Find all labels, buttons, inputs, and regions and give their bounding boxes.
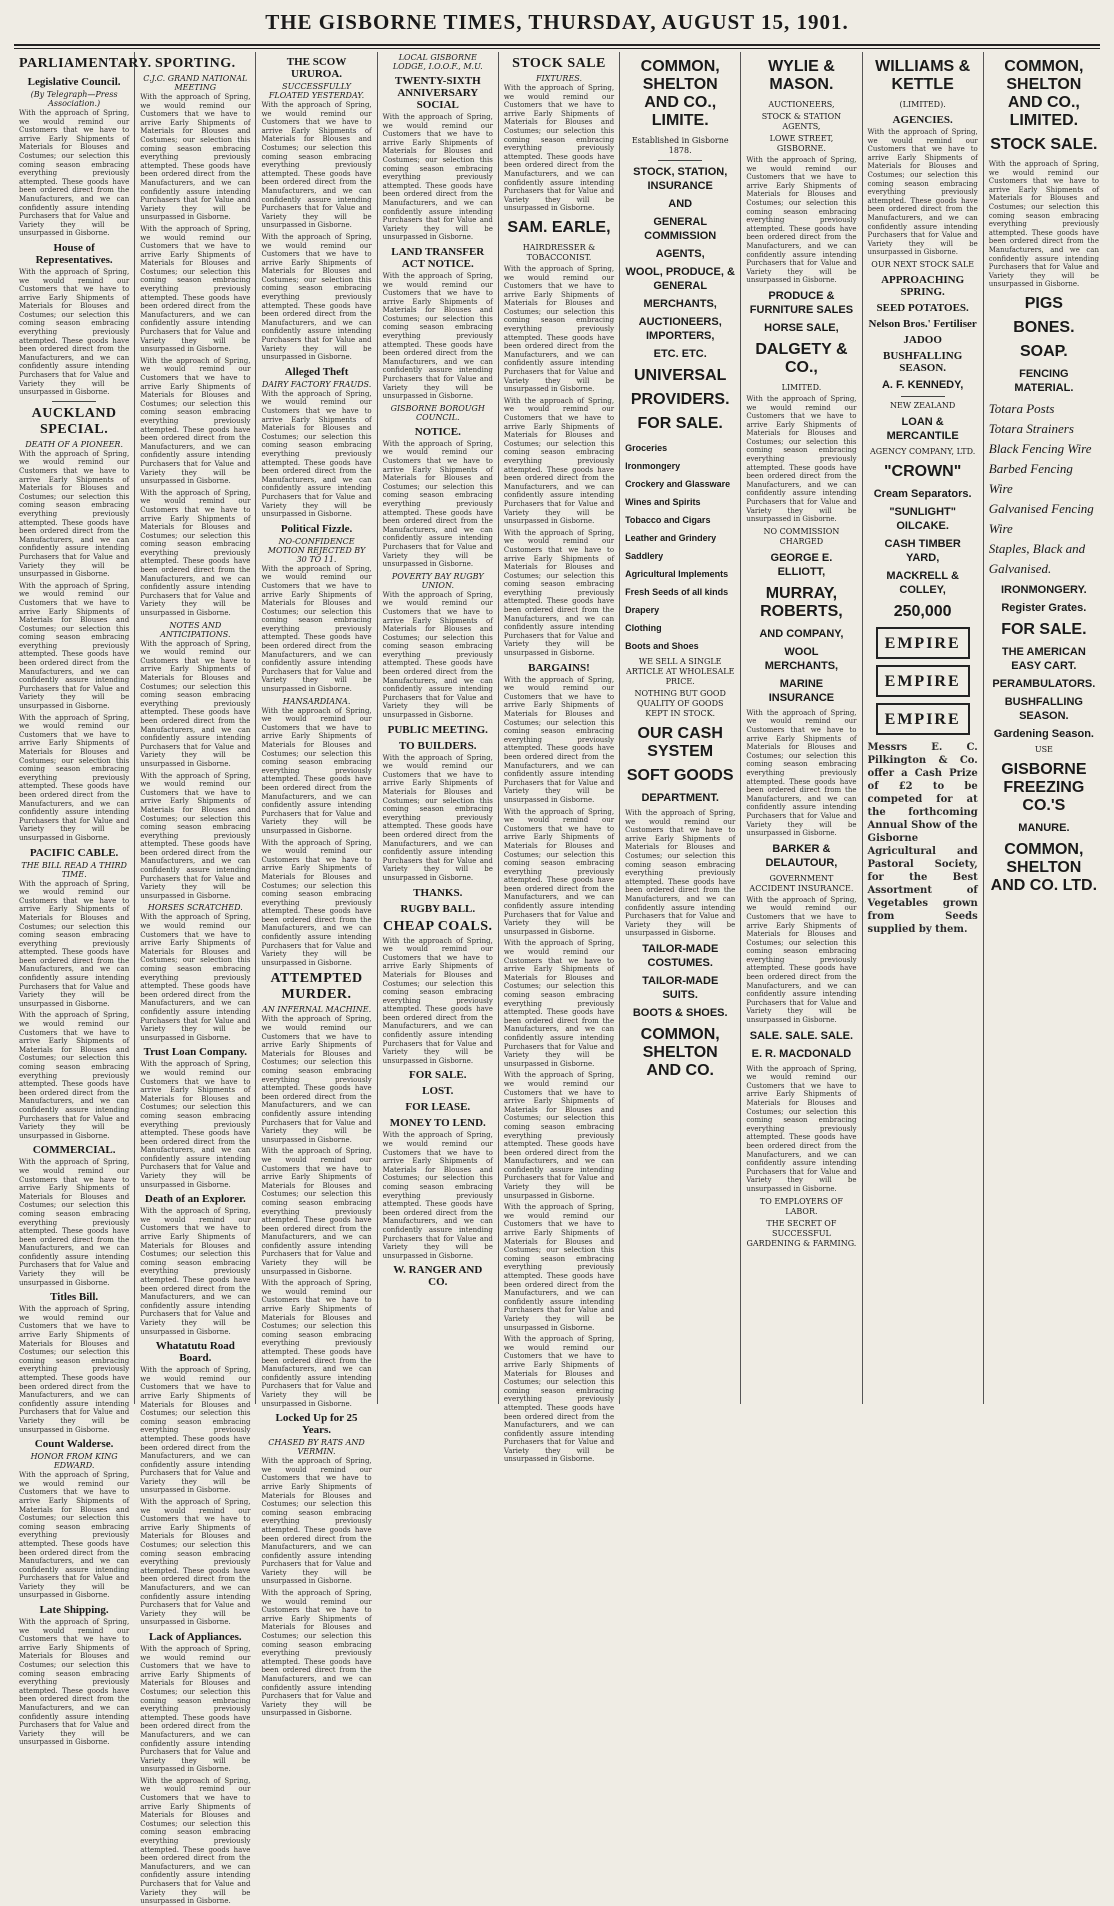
article-text: With the approach of Spring, we would remind our Customers that we have to arrive Early Shipments of Materials for Blouses and Costumes; our selection this coming season embracing everything previously attempted. These goods have been ordered direct from the Manufacturers, and we can confidently assure intending Purchasers that for Value and Variety they will be unsurpassed in Gisborne. [261, 1147, 372, 1276]
notice-text: With the approach of Spring, we would remind our Customers that we have to arrive Early Shipments of Materials for Blouses and Costumes; our selection this coming season embracing everything previously attempted. These goods have been ordered direct from the Manufacturers, and we can confidently assure intending Purchasers that for Value and Variety they will be unsurpassed in Gisborne. [503, 528, 615, 658]
notice-text: With the approach of Spring, we would remind our Customers that we have to arrive Early Shipments of Materials for Blouses and Costumes; our selection this coming season embracing everything previously attempted. These goods have been ordered direct from the Manufacturers, and we can confidently assure intending Purchasers that for Value and Variety they will be unsurpassed in Gisborne. [503, 1335, 615, 1464]
article-text: With the approach of Spring, we would remind our Customers that we have to arrive Early Shipments of Materials for Blouses and Costumes; our selection this coming season embracing everything previously attempted. These goods have been ordered direct from the Manufacturers, and we can confidently assure intending Purchasers that for Value and Variety they will be unsurpassed in Gisborne. [140, 488, 251, 618]
article-text: With the approach of Spring, we would remind our Customers that we have to arrive Early Shipments of Materials for Blouses and Costumes; our selection this coming season embracing everything previously attempted. These goods have been ordered direct from the Manufacturers, and we can confidently assure intending Purchasers that for Value and Variety they will be unsurpassed in Gisborne. [140, 356, 251, 486]
notice-text: With the approach of Spring, we would remind our Customers that we have to arrive Early Shipments of Materials for Blouses and Costumes; our selection this coming season embracing everything previously attempted. These goods have been ordered direct from the Manufacturers, and we can confidently assure intending Purchasers that for Value and Variety they will be unsurpassed in Gisborne. [382, 753, 493, 882]
ad-agency: AGENCY COMPANY, LTD. [870, 446, 976, 456]
column-parliamentary [14, 52, 152, 1747]
ad-seeds: SEED POTATOES. [876, 301, 969, 314]
heading-council: GISBORNE BOROUGH COUNCIL. [390, 403, 485, 422]
ad-line: AUCTIONEERS, IMPORTERS, [638, 316, 722, 342]
subheading-scratched: HORSES SCRATCHED. [147, 903, 243, 913]
ad-commission: NO COMMISSION CHARGED [763, 526, 840, 546]
empire-label: EMPIRE [884, 710, 961, 728]
ad-text: With the approach of Spring, we would remind our Customers that we have to arrive Early Shipments of Materials for Blouses and Costumes; our selection this coming season embracing everything previously attempted. These goods have been ordered direct from the Manufacturers, and we can confidently assure intending Purchasers that for Value and Variety they will be unsurpassed in Gisborne. [625, 809, 736, 938]
ad-line: MERCHANTS, [643, 298, 717, 310]
ad-footer: COMMON, SHELTON AND CO. [640, 1025, 720, 1079]
subheading-scow: SUCCESSFULLY FLOATED YESTERDAY. [268, 82, 365, 100]
ad-secret: THE SECRET OF SUCCESSFUL GARDENING & FARMING. [746, 1218, 857, 1248]
notice-text: With the approach of Spring, we would remind our Customers that we have to arrive Early Shipments of Materials for Blouses and Costumes; our selection this coming season embracing everything previously attempted. These goods have been ordered direct from the Manufacturers, and we can confidently assure intending Purchasers that for Value and Variety they will be unsurpassed in Gisborne. [382, 439, 493, 569]
heading-parliamentary: PARLIAMENTARY. [19, 56, 152, 71]
goods-item: Saddlery [625, 551, 664, 561]
notice-text: With the approach of Spring, we would remind our Customers that we have to arrive Early Shipments of Materials for Blouses and Costumes; our selection this coming season embracing everything previously attempted. These goods have been ordered direct from the Manufacturers, and we can confidently assure intending Purchasers that for Value and Variety they will be unsurpassed in Gisborne. [503, 1071, 615, 1200]
article-text: With the approach of Spring, we would remind our Customers that we have to arrive Early Shipments of Materials for Blouses and Costumes; our selection this coming season embracing everything previously attempted. These goods have been ordered direct from the Manufacturers, and we can confidently assure intending Purchasers that for Value and Variety they will be unsurpassed in Gisborne. [19, 1158, 130, 1287]
article-text: With the approach of Spring, we would remind our Customers that we have to arrive Early Shipments of Materials for Blouses and Costumes; our selection this coming season embracing everything previously attempted. These goods have been ordered direct from the Manufacturers, and we can confidently assure intending Purchasers that for Value and Variety they will be unsurpassed in Gisborne. [140, 1776, 251, 1906]
ad-employers: TO EMPLOYERS OF LABOR. [759, 1196, 843, 1216]
goods-item: Groceries [625, 443, 668, 453]
ad-text: With the approach of Spring, we would remind our Customers that we have to arrive Early Shipments of Materials for Blouses and Costumes; our selection this coming season embracing everything previously attempted. These goods have been ordered direct from the Manufacturers, and we can confidently assure intending Purchasers that for Value and Variety they will be unsurpassed in Gisborne. [988, 160, 1099, 289]
ad-wholesale: WE SELL A SINGLE ARTICLE AT WHOLESALE PRICE. [625, 657, 735, 686]
heading-legislative: Legislative Council. [27, 76, 121, 88]
column-notices [378, 52, 499, 1404]
ad-bones: BONES. [1013, 318, 1075, 336]
heading-lack: Lack of Appliances. [149, 1630, 242, 1643]
ad-text: With the approach of Spring, we would remind our Customers that we have to arrive Early Shipments of Materials for Blouses and Costumes; our selection this coming season embracing everything previously attempted. These goods have been ordered direct from the Manufacturers, and we can confidently assure intending Purchasers that for Value and Variety they will be unsurpassed in Gisborne. [746, 708, 857, 838]
ad-tailor: TAILOR-MADE COSTUMES. [642, 942, 719, 969]
ad-govt: GOVERNMENT ACCIDENT INSURANCE. [749, 873, 854, 893]
ad-wylie: WYLIE & MASON. [768, 58, 835, 93]
notice-text: With the approach of Spring, we would remind our Customers that we have to arrive Early Shipments of Materials for Blouses and Costumes; our selection this coming season embracing everything previously attempted. These goods have been ordered direct from the Manufacturers, and we can confidently assure intending Purchasers that for Value and Variety they will be unsurpassed in Gisborne. [503, 675, 615, 804]
subheading-earle: HAIRDRESSER & TOBACCONIST. [522, 242, 596, 262]
article-text: With the approach of Spring, we would remind our Customers that we have to arrive Early Shipments of Materials for Blouses and Costumes; our selection this coming season embracing everything previously attempted. These goods have been ordered direct from the Manufacturers, and we can confidently assure intending Purchasers that for Value and Variety they will be unsurpassed in Gisborne. [19, 879, 130, 1008]
column-stocksale [499, 52, 620, 1464]
ad-firm-name: COMMON, SHELTON AND CO., LIMITED. [1004, 58, 1084, 129]
article-text: With the approach of Spring, we would remind our Customers that we have to arrive Early Shipments of Materials for Blouses and Costumes; our selection this coming season embracing everything previously attempted. These goods have been ordered direct from the Manufacturers, and we can confidently assure intending Purchasers that for Value and Variety they will be unsurpassed in Gisborne. [261, 564, 372, 694]
column-wylie-mason [741, 52, 862, 1404]
heading-titles: Titles Bill. [50, 1291, 99, 1304]
subheading-bill: THE BILL READ A THIRD TIME. [21, 860, 127, 879]
heading-pacific: PACIFIC CABLE. [29, 846, 119, 859]
ad-department: DEPARTMENT. [641, 792, 719, 804]
notice-text: With the approach of Spring, we would remind our Customers that we have to arrive Early Shipments of Materials for Blouses and Costumes; our selection this coming season embracing everything previously attempted. These goods have been ordered direct from the Manufacturers, and we can confidently assure intending Purchasers that for Value and Variety they will be unsurpassed in Gisborne. [503, 396, 615, 526]
ad-text: With the approach of Spring, we would remind our Customers that we have to arrive Early Shipments of Materials for Blouses and Costumes; our selection this coming season embracing everything previously attempted. These goods have been ordered direct from the Manufacturers, and we can confidently assure intending Purchasers that for Value and Variety they will be unsurpassed in Gisborne. [867, 128, 978, 257]
article-text: With the approach of Spring, we would remind our Customers that we have to arrive Early Shipments of Materials for Blouses and Costumes; our selection this coming season embracing everything previously attempted. These goods have been ordered direct from the Manufacturers, and we can confidently assure intending Purchasers that for Value and Variety they will be unsurpassed in Gisborne. [140, 1366, 251, 1495]
ad-kennedy: A. F. KENNEDY, [881, 378, 964, 391]
masthead-title: THE GISBORNE TIMES, THURSDAY, AUGUST 15, 1901. [265, 10, 849, 34]
notice-text: With the approach of Spring, we would remind our Customers that we have to arrive Early Shipments of Materials for Blouses and Costumes; our selection this coming season embracing everything previously attempted. These goods have been ordered direct from the Manufacturers, and we can confidently assure intending Purchasers that for Value and Variety they will be unsurpassed in Gisborne. [503, 1203, 615, 1332]
ad-nelson: Nelson Bros.' Fertiliser [868, 317, 977, 330]
article-text: With the approach of Spring, we would remind our Customers that we have to arrive Early Shipments of Materials for Blouses and Costumes; our selection this coming season embracing everything previously attempted. These goods have been ordered direct from the Manufacturers, and we can confidently assure intending Purchasers that for Value and Variety they will be unsurpassed in Gisborne. [261, 1589, 372, 1718]
article-text: With the approach of Spring, we would remind our Customers that we have to arrive Early Shipments of Materials for Blouses and Costumes; our selection this coming season embracing everything previously attempted. These goods have been ordered direct from the Manufacturers, and we can confidently assure intending Purchasers that for Value and Variety they will be unsurpassed in Gisborne. [140, 639, 251, 768]
notice-text: With the approach of Spring, we would remind our Customers that we have to arrive Early Shipments of Materials for Blouses and Costumes; our selection this coming season embracing everything previously attempted. These goods have been ordered direct from the Manufacturers, and we can confidently assure intending Purchasers that for Value and Variety they will be unsurpassed in Gisborne. [503, 84, 615, 213]
columns [14, 52, 1104, 1906]
empire-box [876, 627, 970, 659]
ad-quality: NOTHING BUT GOOD QUALITY OF GOODS KEPT IN STOCK. [634, 689, 726, 718]
heading-rugby: POVERTY BAY RUGBY UNION. [391, 571, 484, 590]
column-sporting [135, 52, 256, 1906]
heading-scow: THE SCOW URUROA. [286, 56, 347, 80]
article-text: With the approach of Spring, we would remind our Customers that we have to arrive Early Shipments of Materials for Blouses and Costumes; our selection this coming season embracing everything previously attempted. These goods have been ordered direct from the Manufacturers, and we can confidently assure intending Purchasers that for Value and Variety they will be unsurpassed in Gisborne. [261, 1279, 372, 1408]
heading-murder: ATTEMPTED MURDER. [270, 971, 363, 1003]
ad-line: ETC. ETC. [653, 348, 707, 360]
divider [658, 160, 702, 161]
ad-forsale: FOR SALE. [1001, 620, 1087, 638]
notice-text: With the approach of Spring, we would remind our Customers that we have to arrive Early Shipments of Materials for Blouses and Costumes; our selection this coming season embracing everything previously attempted. These goods have been ordered direct from the Manufacturers, and we can confidently assure intending Purchasers that for Value and Variety they will be unsurpassed in Gisborne. [503, 264, 615, 394]
ad-bushfalling: BUSHFALLING SEASON. [883, 349, 963, 374]
ad-sale: SALE. SALE. SALE. [749, 1029, 854, 1042]
subheading-machine: AN INFERNAL MACHINE. [261, 1005, 372, 1015]
heading-thanks: THANKS. [413, 886, 463, 899]
ad-sunlight: "SUNLIGHT" OILCAKE. [889, 505, 956, 532]
ad-cash-timber: CASH TIMBER YARD, [884, 537, 961, 564]
ad-line: AND [668, 198, 693, 210]
article-text: With the approach of Spring, we would remind our Customers that we have to arrive Early Shipments of Materials for Blouses and Costumes; our selection this coming season embracing everything previously attempted. These goods have been ordered direct from the Manufacturers, and we can confidently assure intending Purchasers that for Value and Variety they will be unsurpassed in Gisborne. [261, 838, 372, 967]
masthead [0, 0, 1114, 44]
ad-crown: "CROWN" [883, 462, 962, 480]
ad-forsale: FOR SALE. [637, 415, 723, 432]
article-text: With the approach of Spring, we would remind our Customers that we have to arrive Early Shipments of Materials for Blouses and Costumes; our selection this coming season embracing everything previously attempted. These goods have been ordered direct from the Manufacturers, and we can confidently assure intending Purchasers that for Value and Variety they will be unsurpassed in Gisborne. [19, 713, 130, 842]
ad-loan: LOAN & MERCANTILE [886, 415, 959, 442]
empire-box [876, 665, 970, 697]
ad-line: GENERAL COMMISSION [644, 216, 717, 242]
ad-cart: THE AMERICAN EASY CART. [1001, 645, 1086, 672]
ad-suits: TAILOR-MADE SUITS. [642, 974, 719, 1001]
subheading-hansardiana: HANSARDIANA. [282, 696, 351, 706]
ad-cash: OUR CASH SYSTEM [637, 725, 723, 760]
notice-text: With the approach of Spring, we would remind our Customers that we have to arrive Early Shipments of Materials for Blouses and Costumes; our selection this coming season embracing everything previously attempted. These goods have been ordered direct from the Manufacturers, and we can confidently assure intending Purchasers that for Value and Variety they will be unsurpassed in Gisborne. [503, 807, 615, 936]
article-text: With the approach of Spring, we would remind our Customers that we have to arrive Early Shipments of Materials for Blouses and Costumes; our selection this coming season embracing everything previously attempted. These goods have been ordered direct from the Manufacturers, and we can confidently assure intending Purchasers that for Value and Variety they will be unsurpassed in Gisborne. [261, 389, 372, 519]
masthead-rule [14, 44, 1100, 49]
heading-explorer: Death of an Explorer. [144, 1193, 246, 1206]
ad-limited: (LIMITED). [899, 100, 946, 109]
divider [901, 396, 945, 397]
ad-horse: HORSE SALE, [764, 321, 839, 334]
ad-perambulators: PERAMBULATORS. [992, 677, 1096, 690]
ad-footer: COMMON, SHELTON AND CO. LTD. [990, 840, 1098, 894]
heading-transfer: LAND TRANSFER ACT NOTICE. [391, 245, 485, 270]
fence-item: Black Fencing Wire [988, 440, 1092, 456]
ad-williams: WILLIAMS & KETTLE [875, 58, 971, 93]
heading-money: MONEY TO LEND. [389, 1117, 486, 1130]
fence-item: Barbed Fencing Wire [988, 460, 1073, 496]
heading-sporting: SPORTING. [155, 56, 236, 71]
article-text: With the approach of Spring, we would remind our Customers that we have to arrive Early Shipments of Materials for Blouses and Costumes; our selection this coming season embracing everything previously attempted. These goods have been ordered direct from the Manufacturers, and we can confidently assure intending Purchasers that for Value and Variety they will be unsurpassed in Gisborne. [140, 1060, 251, 1189]
ad-ironmongery: IRONMONGERY. [1000, 583, 1087, 596]
article-text: With the approach of Spring, we would remind our Customers that we have to arrive Early Shipments of Materials for Blouses and Costumes; our selection this coming season embracing everything previously attempted. These goods have been ordered direct from the Manufacturers, and we can confidently assure intending Purchasers that for Value and Variety they will be unsurpassed in Gisborne. [19, 581, 130, 711]
heading-bargains: BARGAINS! [528, 661, 590, 674]
heading-political: Political Fizzle. [280, 522, 353, 535]
subheading-meeting: C.J.C. GRAND NATIONAL MEETING [143, 74, 248, 92]
ad-stocksale: STOCK SALE. [990, 136, 1098, 153]
ad-wool: WOOL MERCHANTS, [764, 645, 839, 672]
ad-boots: BOOTS & SHOES. [632, 1006, 728, 1019]
article-text: With the approach of Spring, we would remind our Customers that we have to arrive Early Shipments of Materials for Blouses and Costumes; our selection this coming season embracing everything previously attempted. These goods have been ordered direct from the Manufacturers, and we can confidently assure intending Purchasers that for Value and Variety they will be unsurpassed in Gisborne. [261, 232, 372, 362]
heading-builders: TO BUILDERS. [399, 739, 477, 752]
ad-text: With the approach of Spring, we would remind our Customers that we have to arrive Early Shipments of Materials for Blouses and Costumes; our selection this coming season embracing everything previously attempted. These goods have been ordered direct from the Manufacturers, and we can confidently assure intending Purchasers that for Value and Variety they will be unsurpassed in Gisborne. [746, 895, 857, 1025]
goods-item: Clothing [625, 623, 662, 633]
ad-mackrell: MACKRELL & COLLEY, [886, 569, 959, 596]
subheading-chased: CHASED BY RATS AND VERMIN. [268, 1438, 365, 1457]
ad-pigs: PIGS [1024, 294, 1063, 312]
heading-theft: Alleged Theft [284, 365, 349, 378]
heading-earle: SAM. EARLE, [507, 218, 611, 236]
article-text: With the approach of Spring, we would remind our Customers that we have to arrive Early Shipments of Materials for Blouses and Costumes; our selection this coming season embracing everything previously attempted. These goods have been ordered direct from the Manufacturers, and we can confidently assure intending Purchasers that for Value and Variety they will be unsurpassed in Gisborne. [140, 771, 251, 900]
goods-item: Agricultural Implements [625, 569, 729, 579]
heading-rugbyball: RUGBY BALL. [400, 902, 476, 915]
article-text: With the approach of Spring, we would remind our Customers that we have to arrive Early Shipments of Materials for Blouses and Costumes; our selection this coming season embracing everything previously attempted. These goods have been ordered direct from the Manufacturers, and we can confidently assure intending Purchasers that for Value and Variety they will be unsurpassed in Gisborne. [19, 267, 130, 397]
subheading-honour: HONOR FROM KING EDWARD. [30, 1452, 118, 1471]
ad-stock-number: 250,000 [893, 602, 952, 620]
fence-item: Staples, Black and Galvanised. [988, 540, 1086, 576]
article-text: With the approach of Spring, we would remind our Customers that we have to arrive Early Shipments of Materials for Blouses and Costumes; our selection this coming season embracing everything previously attempted. These goods have been ordered direct from the Manufacturers, and we can confidently assure intending Purchasers that for Value and Variety they will be unsurpassed in Gisborne. [140, 1498, 251, 1627]
article-text: With the approach of Spring, we would remind our Customers that we have to arrive Early Shipments of Materials for Blouses and Costumes; our selection this coming season embracing everything previously attempted. These goods have been ordered direct from the Manufacturers, and we can confidently assure intending Purchasers that for Value and Variety they will be unsurpassed in Gisborne. [261, 1457, 372, 1586]
article-text: With the approach of Spring, we would remind our Customers that we have to arrive Early Shipments of Materials for Blouses and Costumes; our selection this coming season embracing everything previously attempted. These goods have been ordered direct from the Manufacturers, and we can confidently assure intending Purchasers that for Value and Variety they will be unsurpassed in Gisborne. [19, 1011, 130, 1140]
ad-stocksale: OUR NEXT STOCK SALE [871, 259, 974, 269]
heading-meeting: PUBLIC MEETING. [387, 723, 488, 736]
goods-item: Leather and Grindery [625, 533, 717, 543]
subheading-dairy: DAIRY FACTORY FRAUDS. [261, 379, 372, 389]
heading-roadboard: Whatatutu Road Board. [155, 1340, 235, 1365]
ad-firm-name: COMMON, SHELTON AND CO., LIMITE. [640, 58, 720, 129]
heading-lost: LOST. [422, 1085, 454, 1098]
ad-manure: MANURE. [1018, 821, 1070, 834]
subheading-notes: NOTES AND ANTICIPATIONS. [160, 620, 231, 639]
ad-cream: Cream Separators. [873, 487, 972, 500]
ad-fencing: FENCING MATERIAL. [1014, 367, 1074, 394]
notice-text: With the approach of Spring, we would remind our Customers that we have to arrive Early Shipments of Materials for Blouses and Costumes; our selection this coming season embracing everything previously attempted. These goods have been ordered direct from the Manufacturers, and we can confidently assure intending Purchasers that for Value and Variety they will be unsurpassed in Gisborne. [382, 271, 493, 401]
column-scow [256, 52, 377, 1718]
column-common-shelton [620, 52, 741, 1404]
column-williams-kettle [863, 52, 984, 1404]
empire-box [876, 703, 970, 735]
ad-murray2: AND COMPANY, [759, 627, 844, 640]
ad-text: With the approach of Spring, we would remind our Customers that we have to arrive Early Shipments of Materials for Blouses and Costumes; our selection this coming season embracing everything previously attempted. These goods have been ordered direct from the Manufacturers, and we can confidently assure intending Purchasers that for Value and Variety they will be unsurpassed in Gisborne. [746, 394, 857, 524]
ad-providers: PROVIDERS. [630, 391, 730, 408]
notice-text: With the approach of Spring, we would remind our Customers that we have to arrive Early Shipments of Materials for Blouses and Costumes; our selection this coming season embracing everything previously attempted. These goods have been ordered direct from the Manufacturers, and we can confidently assure intending Purchasers that for Value and Variety they will be unsurpassed in Gisborne. [382, 936, 493, 1065]
goods-item: Wines and Spirits [625, 497, 701, 507]
heading-anniversary: TWENTY-SIXTH ANNIVERSARY SOCIAL [394, 75, 481, 111]
fence-item: Totara Strainers [988, 420, 1074, 436]
notice-text: With the approach of Spring, we would remind our Customers that we have to arrive Early Shipments of Materials for Blouses and Costumes; our selection this coming season embracing everything previously attempted. These goods have been ordered direct from the Manufacturers, and we can confidently assure intending Purchasers that for Value and Variety they will be unsurpassed in Gisborne. [382, 1131, 493, 1260]
ad-established: Established in Gisborne 1878. [631, 136, 729, 155]
ad-auctioneers: AUCTIONEERS, [768, 100, 835, 109]
heading-stock: STOCK SALE [512, 56, 606, 71]
article-text: With the approach of Spring, we would remind our Customers that we have to arrive Early Shipments of Materials for Blouses and Costumes; our selection this coming season embracing everything previously attempted. These goods have been ordered direct from the Manufacturers, and we can confidently assure intending Purchasers that for Value and Variety they will be unsurpassed in Gisborne. [261, 1015, 372, 1144]
ad-soft: SOFT GOODS [626, 767, 734, 784]
ad-gardening: Gardening Season. [993, 727, 1094, 740]
heading-count: Count Walderse. [34, 1438, 114, 1451]
ad-agents: STOCK & STATION AGENTS, [761, 112, 842, 131]
article-text: With the approach of Spring, we would remind our Customers that we have to arrive Early Shipments of Materials for Blouses and Costumes; our selection this coming season embracing everything previously attempted. These goods have been ordered direct from the Manufacturers, and we can confidently assure intending Purchasers that for Value and Variety they will be unsurpassed in Gisborne. [19, 449, 130, 579]
ad-line: WOOL, PRODUCE, & GENERAL [625, 266, 735, 292]
goods-item: Boots and Shoes [625, 641, 699, 651]
ad-bushfalling: BUSHFALLING SEASON. [1004, 695, 1083, 722]
article-text: With the approach of Spring, we would remind our Customers that we have to arrive Early Shipments of Materials for Blouses and Costumes; our selection this coming season embracing everything previously attempted. These goods have been ordered direct from the Manufacturers, and we can confidently assure intending Purchasers that for Value and Variety they will be unsurpassed in Gisborne. [19, 1471, 130, 1600]
heading-forlease: FOR LEASE. [405, 1101, 471, 1114]
heading-coal: CHEAP COALS. [383, 918, 493, 934]
ad-barker: BARKER & DELAUTOUR, [765, 842, 838, 869]
ad-pilkington: Messrs E. C. Pilkington & Co. offer a Cash Prize of £2 to be competed for at the forthcoming Annual Show of the Gisborne Agricultural and Pastoral Society, for the Best Assortment of Vegetables grown from Seeds supplied by them. [867, 741, 978, 935]
ad-macdonald: E. R. MACDONALD [751, 1047, 852, 1060]
ad-produce: PRODUCE & FURNITURE SALES [749, 289, 854, 316]
ad-elliott: GEORGE E. ELLIOTT, [770, 551, 833, 578]
goods-item: Tobacco and Cigars [625, 515, 711, 525]
ad-address: LOWE STREET, GISBORNE. [769, 134, 834, 153]
goods-item: Fresh Seeds of all kinds [625, 587, 729, 597]
ad-dalgety: DALGETY & CO., [755, 340, 848, 376]
divider [52, 401, 96, 402]
heading-commercial: COMMERCIAL. [32, 1144, 116, 1157]
column-common-shelton-right [984, 52, 1104, 1404]
ad-jadoo: JADOO [903, 333, 942, 346]
subheading-death: DEATH OF A PIONEER. [25, 439, 123, 449]
heading-forsale: FOR SALE. [409, 1069, 467, 1082]
article-text: With the approach of Spring, we would remind our Customers that we have to arrive Early Shipments of Materials for Blouses and Costumes; our selection this coming season embracing everything previously attempted. These goods have been ordered direct from the Manufacturers, and we can confidently assure intending Purchasers that for Value and Variety they will be unsurpassed in Gisborne. [140, 1207, 251, 1336]
article-text: With the approach of Spring, we would remind our Customers that we have to arrive Early Shipments of Materials for Blouses and Costumes; our selection this coming season embracing everything previously attempted. These goods have been ordered direct from the Manufacturers, and we can confidently assure intending Purchasers that for Value and Variety they will be unsurpassed in Gisborne. [140, 224, 251, 354]
heading-ranger: W. RANGER AND CO. [393, 1264, 483, 1289]
ad-murray: MURRAY, ROBERTS, [760, 584, 843, 620]
ad-marine: MARINE INSURANCE [768, 677, 835, 704]
notice-text: With the approach of Spring, we would remind our Customers that we have to arrive Early Shipments of Materials for Blouses and Costumes; our selection this coming season embracing everything previously attempted. These goods have been ordered direct from the Manufacturers, and we can confidently assure intending Purchasers that for Value and Variety they will be unsurpassed in Gisborne. [382, 590, 493, 720]
ad-register: Register Grates. [1001, 601, 1087, 614]
heading-auckland: AUCKLAND SPECIAL. [31, 405, 117, 437]
heading-notice: NOTICE. [414, 425, 461, 438]
heading-lodge: LOCAL GISBORNE LODGE, I.O.O.F., M.U. [392, 53, 483, 71]
fence-item: Galvanised Fencing Wire [988, 500, 1094, 536]
fence-item: Totara Posts [988, 400, 1055, 416]
ad-line: AGENTS, [655, 248, 705, 260]
ad-freezing: GISBORNE FREEZING CO.'S [1001, 760, 1087, 814]
article-text: With the approach of Spring, we would remind our Customers that we have to arrive Early Shipments of Materials for Blouses and Costumes; our selection this coming season embracing everything previously attempted. These goods have been ordered direct from the Manufacturers, and we can confidently assure intending Purchasers that for Value and Variety they will be unsurpassed in Gisborne. [140, 93, 251, 222]
ad-text: With the approach of Spring, we would remind our Customers that we have to arrive Early Shipments of Materials for Blouses and Costumes; our selection this coming season embracing everything previously attempted. These goods have been ordered direct from the Manufacturers, and we can confidently assure intending Purchasers that for Value and Variety they will be unsurpassed in Gisborne. [746, 156, 857, 285]
article-text: With the approach of Spring, we would remind our Customers that we have to arrive Early Shipments of Materials for Blouses and Costumes; our selection this coming season embracing everything previously attempted. These goods have been ordered direct from the Manufacturers, and we can confidently assure intending Purchasers that for Value and Variety they will be unsurpassed in Gisborne. [19, 1618, 130, 1747]
goods-item: Ironmongery [625, 461, 681, 471]
byline: (By Telegraph—Press Association.) [30, 90, 118, 108]
empire-label: EMPIRE [884, 672, 961, 690]
heading-shipping: Late Shipping. [39, 1604, 109, 1617]
ad-approaching: APPROACHING SPRING. [881, 273, 965, 298]
article-text: With the approach of Spring, we would remind our Customers that we have to arrive Early Shipments of Materials for Blouses and Costumes; our selection this coming season embracing everything previously attempted. These goods have been ordered direct from the Manufacturers, and we can confidently assure intending Purchasers that for Value and Variety they will be unsurpassed in Gisborne. [19, 1305, 130, 1434]
ad-line: STOCK, STATION, INSURANCE [633, 166, 728, 192]
goods-item: Drapery [625, 605, 660, 615]
empire-label: EMPIRE [884, 634, 961, 652]
goods-item: Crockery and Glassware [625, 479, 731, 489]
article-text: With the approach of Spring, we would remind our Customers that we have to arrive Early Shipments of Materials for Blouses and Costumes; our selection this coming season embracing everything previously attempted. These goods have been ordered direct from the Manufacturers, and we can confidently assure intending Purchasers that for Value and Variety they will be unsurpassed in Gisborne. [140, 913, 251, 1042]
ad-limited: LIMITED. [781, 382, 822, 392]
heading-trust: Trust Loan Company. [143, 1046, 248, 1059]
notice-text: With the approach of Spring, we would remind our Customers that we have to arrive Early Shipments of Materials for Blouses and Costumes; our selection this coming season embracing everything previously attempted. These goods have been ordered direct from the Manufacturers, and we can confidently assure intending Purchasers that for Value and Variety they will be unsurpassed in Gisborne. [382, 113, 493, 242]
article-text: With the approach of Spring, we would remind our Customers that we have to arrive Early Shipments of Materials for Blouses and Costumes; our selection this coming season embracing everything previously attempted. These goods have been ordered direct from the Manufacturers, and we can confidently assure intending Purchasers that for Value and Variety they will be unsurpassed in Gisborne. [261, 706, 372, 835]
heading-locked: Locked Up for 25 Years. [275, 1412, 358, 1437]
article-text: With the approach of Spring, we would remind our Customers that we have to arrive Early Shipments of Materials for Blouses and Costumes; our selection this coming season embracing everything previously attempted. These goods have been ordered direct from the Manufacturers, and we can confidently assure intending Purchasers that for Value and Variety they will be unsurpassed in Gisborne. [19, 109, 130, 238]
heading-house: House of Representatives. [35, 241, 113, 266]
ad-use: USE [1034, 744, 1053, 754]
ad-universal: UNIVERSAL [633, 367, 727, 384]
ad-nz: NEW ZEALAND [889, 400, 956, 410]
ad-agencies: AGENCIES. [892, 114, 953, 126]
subheading-fixtures: FIXTURES. [535, 74, 583, 83]
notice-text: With the approach of Spring, we would remind our Customers that we have to arrive Early Shipments of Materials for Blouses and Costumes; our selection this coming season embracing everything previously attempted. These goods have been ordered direct from the Manufacturers, and we can confidently assure intending Purchasers that for Value and Variety they will be unsurpassed in Gisborne. [503, 939, 615, 1068]
article-text: With the approach of Spring, we would remind our Customers that we have to arrive Early Shipments of Materials for Blouses and Costumes; our selection this coming season embracing everything previously attempted. These goods have been ordered direct from the Manufacturers, and we can confidently assure intending Purchasers that for Value and Variety they will be unsurpassed in Gisborne. [140, 1644, 251, 1774]
ad-text: With the approach of Spring, we would remind our Customers that we have to arrive Early Shipments of Materials for Blouses and Costumes; our selection this coming season embracing everything previously attempted. These goods have been ordered direct from the Manufacturers, and we can confidently assure intending Purchasers that for Value and Variety they will be unsurpassed in Gisborne. [746, 1064, 857, 1193]
article-text: With the approach of Spring, we would remind our Customers that we have to arrive Early Shipments of Materials for Blouses and Costumes; our selection this coming season embracing everything previously attempted. These goods have been ordered direct from the Manufacturers, and we can confidently assure intending Purchasers that for Value and Variety they will be unsurpassed in Gisborne. [261, 101, 372, 230]
subheading-noconf: NO-CONFIDENCE MOTION REJECTED BY 30 TO 11. [267, 536, 366, 564]
ad-soap: SOAP. [1019, 342, 1068, 360]
